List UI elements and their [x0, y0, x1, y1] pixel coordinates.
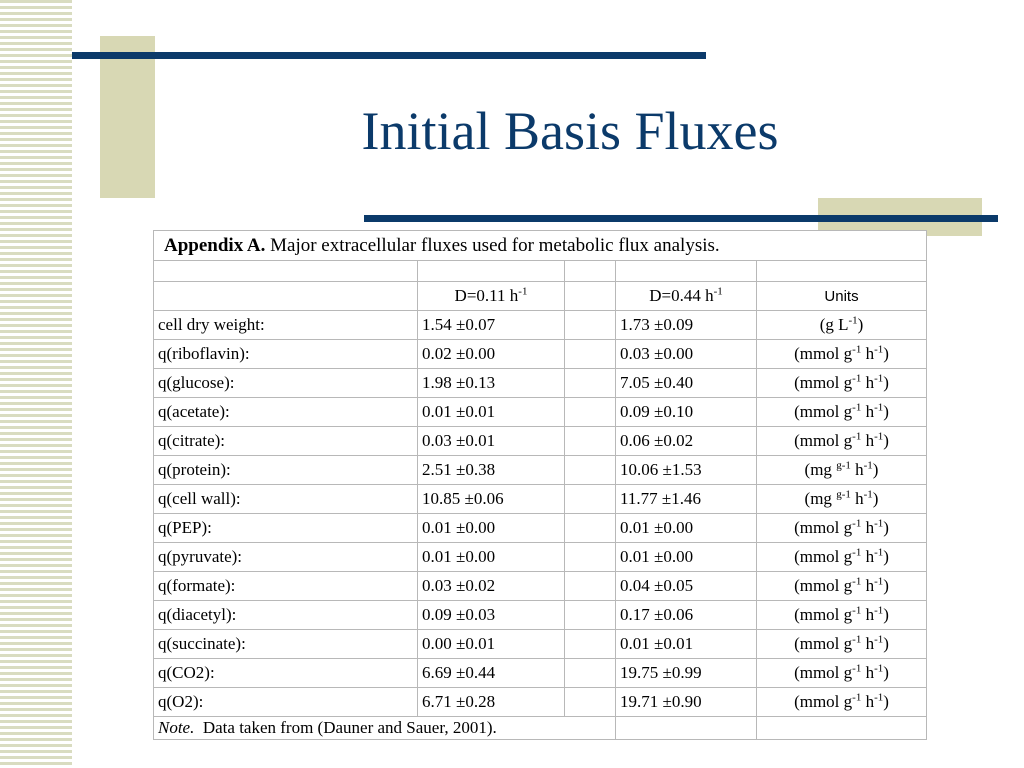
row-label: q(cell wall): [154, 485, 418, 514]
row-d2-value: 0.06 ±0.02 [616, 427, 757, 456]
row-units: (mmol $g^{-1}$ $h^{-1}$) [757, 543, 927, 572]
table-row [154, 456, 927, 485]
row-label: q(citrate): [154, 427, 418, 456]
row-label: q(PEP): [154, 514, 418, 543]
table-row [154, 514, 927, 543]
row-label: q(succinate): [154, 630, 418, 659]
table-row [154, 340, 927, 369]
table-caption [154, 231, 927, 261]
row-d2-value: 0.03 ±0.00 [616, 340, 757, 369]
row-units: (g $L^{-1}$) [757, 311, 927, 340]
caption-text: Major extracellular fluxes used for metabolic flux analysis. [265, 234, 720, 256]
table-row [154, 427, 927, 456]
row-d2-value: 0.09 ±0.10 [616, 398, 757, 427]
caption-label: Appendix A. [164, 234, 266, 256]
row-d2-value: 0.17 ±0.06 [616, 601, 757, 630]
flux-table [153, 230, 927, 740]
row-label: q(CO2): [154, 659, 418, 688]
row-d1-value: 0.01 ±0.01 [418, 398, 565, 427]
row-label: q(acetate): [154, 398, 418, 427]
table-note-row [154, 717, 927, 740]
table-row [154, 398, 927, 427]
row-units: (mg $^{g-1}$ $h^{-1}$) [757, 456, 927, 485]
header-d1: D=0.11 $h^{-1}$ [418, 282, 565, 311]
row-units: (mmol $g^{-1}$ $h^{-1}$) [757, 572, 927, 601]
row-units: (mg $^{g-1}$ $h^{-1}$) [757, 485, 927, 514]
row-d1-value: 6.69 ±0.44 [418, 659, 565, 688]
row-units: (mmol $g^{-1}$ $h^{-1}$) [757, 369, 927, 398]
row-d1-value: 0.00 ±0.01 [418, 630, 565, 659]
row-d2-value: 0.01 ±0.00 [616, 514, 757, 543]
row-d1-value: 2.51 ±0.38 [418, 456, 565, 485]
row-d2-value: 1.73 ±0.09 [616, 311, 757, 340]
table-row [154, 688, 927, 717]
row-units: (mmol $g^{-1}$ $h^{-1}$) [757, 514, 927, 543]
row-d2-value: 19.71 ±0.90 [616, 688, 757, 717]
row-units: (mmol $g^{-1}$ $h^{-1}$) [757, 630, 927, 659]
row-label: q(formate): [154, 572, 418, 601]
decorative-navy-bar-lower [364, 215, 998, 222]
table-blank-row [154, 261, 927, 282]
table-header-row [154, 282, 927, 311]
row-d2-value: 19.75 ±0.99 [616, 659, 757, 688]
row-d1-value: 10.85 ±0.06 [418, 485, 565, 514]
row-units: (mmol $g^{-1}$ $h^{-1}$) [757, 427, 927, 456]
table-note: Note. Data taken from (Dauner and Sauer, 2001). [154, 717, 616, 740]
row-label: q(pyruvate): [154, 543, 418, 572]
slide-title: Initial Basis Fluxes [361, 101, 779, 161]
decorative-tan-block-top [100, 36, 155, 198]
row-d2-value: 10.06 ±1.53 [616, 456, 757, 485]
row-d1-value: 0.02 ±0.00 [418, 340, 565, 369]
table-row [154, 572, 927, 601]
row-label: q(protein): [154, 456, 418, 485]
row-label: q(O2): [154, 688, 418, 717]
row-units: (mmol $g^{-1}$ $h^{-1}$) [757, 659, 927, 688]
row-d2-value: 0.04 ±0.05 [616, 572, 757, 601]
table-row [154, 485, 927, 514]
table-row [154, 369, 927, 398]
row-d1-value: 0.09 ±0.03 [418, 601, 565, 630]
row-d1-value: 1.54 ±0.07 [418, 311, 565, 340]
table-row [154, 630, 927, 659]
row-units: (mmol $g^{-1}$ $h^{-1}$) [757, 398, 927, 427]
header-units: Units [757, 282, 927, 311]
table-caption-row [154, 231, 927, 261]
row-units: (mmol $g^{-1}$ $h^{-1}$) [757, 601, 927, 630]
table-row [154, 601, 927, 630]
table-row [154, 311, 927, 340]
row-d1-value: 1.98 ±0.13 [418, 369, 565, 398]
row-d2-value: 0.01 ±0.00 [616, 543, 757, 572]
row-units: (mmol $g^{-1}$ $h^{-1}$) [757, 688, 927, 717]
row-d2-value: 11.77 ±1.46 [616, 485, 757, 514]
row-d1-value: 0.03 ±0.02 [418, 572, 565, 601]
row-d2-value: 7.05 ±0.40 [616, 369, 757, 398]
header-d2: D=0.44 $h^{-1}$ [616, 282, 757, 311]
row-label: q(diacetyl): [154, 601, 418, 630]
row-d1-value: 0.01 ±0.00 [418, 514, 565, 543]
row-label: cell dry weight: [154, 311, 418, 340]
decorative-navy-bar-top [72, 52, 706, 59]
row-label: q(glucose): [154, 369, 418, 398]
row-d1-value: 0.03 ±0.01 [418, 427, 565, 456]
table-row [154, 543, 927, 572]
decorative-stripes [0, 0, 72, 768]
row-d1-value: 0.01 ±0.00 [418, 543, 565, 572]
row-label: q(riboflavin): [154, 340, 418, 369]
row-d1-value: 6.71 ±0.28 [418, 688, 565, 717]
row-d2-value: 0.01 ±0.01 [616, 630, 757, 659]
table-row [154, 659, 927, 688]
row-units: (mmol $g^{-1}$ $h^{-1}$) [757, 340, 927, 369]
